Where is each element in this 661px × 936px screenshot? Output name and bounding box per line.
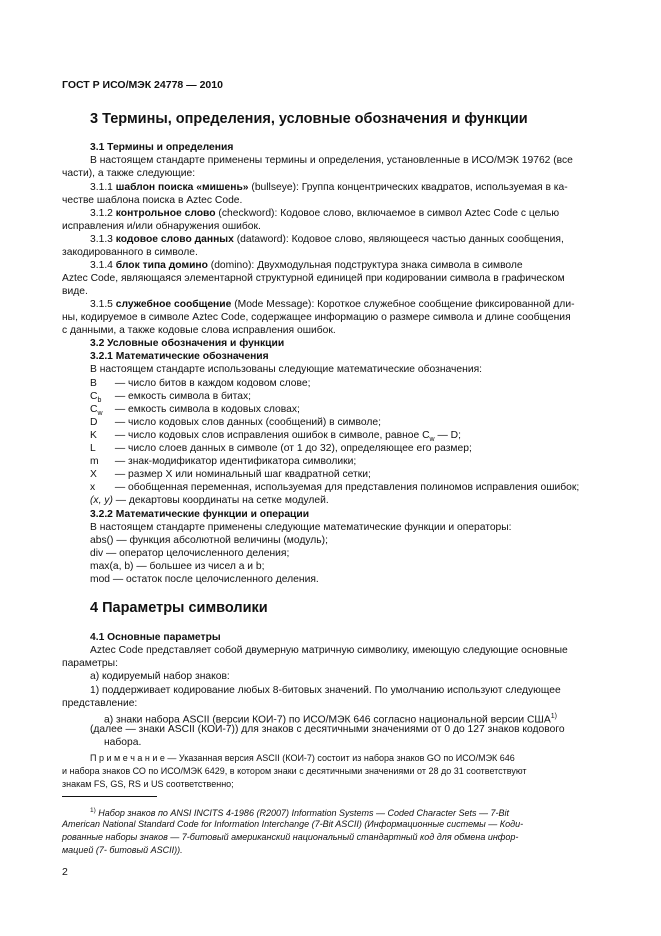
subsection-3-2-1-title: 3.2.1 Математические обозначения [90, 351, 269, 362]
term-line: виде. [62, 286, 88, 297]
page-number: 2 [62, 866, 68, 878]
symbol-row: B — число битов в каждом кодовом слове; [90, 378, 311, 389]
document-header: ГОСТ Р ИСО/МЭК 24778 — 2010 [62, 79, 223, 91]
term-line: с данными, а также кодовые слова исправления ошибок. [62, 325, 336, 336]
symbol-row: X — размер X или номинальный шаг квадратной сетки; [90, 469, 371, 480]
list-item-line: представление: [62, 698, 138, 709]
term-3-1-4: 3.1.4 блок типа домино (domino): Двухмодульная подструктура знака символа в символе [90, 260, 523, 271]
term-name: блок типа домино [115, 260, 208, 271]
symbol-row: m — знак-модификатор идентификатора символики; [90, 456, 357, 467]
note-line: и набора знаков СО по ИСО/МЭК 6429, в котором знаки с десятичными значениями от 28 до 31 соответствуют [62, 766, 527, 776]
symbol-row: K — число кодовых слов исправления ошибок в символе, равное $C_w$ — D; [90, 430, 461, 444]
symbol-row: D — число кодовых слов данных (сообщений) в символе; [90, 417, 381, 428]
footnote-line: $^{1)}$ Набор знаков по ANSI INCITS 4-1986 (R2007) Information Systems — Coded Character Sets — 7-Bit [90, 807, 510, 818]
symbol-row: $C_w$ — емкость символа в кодовых словах; [90, 404, 300, 418]
function-row: div — оператор целочисленного деления; [90, 548, 290, 559]
term-name: контрольное слово [115, 208, 216, 219]
symbol-row: (x, y) — декартовы координаты на сетке модулей. [90, 495, 329, 506]
symbol-row: $C_b$ — емкость символа в битах; [90, 391, 252, 405]
list-item-a: а) кодируемый набор знаков: [90, 671, 230, 682]
paragraph-line: Aztec Code представляет собой двумерную матричную символику, имеющую следующие основные [90, 645, 568, 656]
symbol-row: x — обобщенная переменная, используемая для представления полиномов исправления ошибок; [90, 482, 580, 493]
subsection-3-2-2-title: 3.2.2 Математические функции и операции [90, 509, 310, 520]
list-item-line: набора. [104, 737, 142, 748]
functions-intro: В настоящем стандарте применены следующие математические функции и операторы: [90, 522, 512, 533]
intro-line: части), а также следующие: [62, 168, 196, 179]
term-3-1-5: 3.1.5 служебное сообщение (Mode Message): Короткое служебное сообщение фиксированной дли- [90, 299, 575, 310]
function-row: max(a, b) — большее из чисел a и b; [90, 561, 265, 572]
term-3-1-3: 3.1.3 кодовое слово данных (dataword): Кодовое слово, являющееся частью данных сообщения, [90, 234, 564, 245]
term-name: служебное сообщение [115, 299, 232, 310]
term-3-1-1: 3.1.1 шаблон поиска «мишень» (bullseye): Группа концентрических квадратов, используемая в ка- [90, 182, 568, 193]
symbol-row: L — число слоев данных в символе (от 1 до 32), определяющее его размер; [90, 443, 472, 454]
subsection-3-2-title: 3.2 Условные обозначения и функции [90, 338, 285, 349]
intro-line: В настоящем стандарте применены термины и определения, установленные в ИСО/МЭК 19762 (все [90, 155, 573, 166]
footnote-divider [62, 796, 157, 797]
section-4-title: 4 Параметры символики [90, 600, 268, 616]
subsection-4-1-title: 4.1 Основные параметры [90, 632, 221, 643]
function-row: mod — остаток после целочисленного деления. [90, 574, 319, 585]
term-line: Aztec Code, являющаяся элементарной структурной единицей при кодировании символа в графическом [62, 273, 565, 284]
function-row: abs() — функция абсолютной величины (модуль); [90, 535, 328, 546]
term-line: исправления и/или обнаружения ошибок. [62, 221, 261, 232]
symbols-intro: В настоящем стандарте использованы следующие математические обозначения: [90, 364, 483, 375]
list-item-a-sub: а) знаки набора ASCII (версии КОИ-7) по ИСО/МЭК 646 согласно национальной версии США$^{1)}$ [104, 713, 557, 726]
note-line: знакам FS, GS, RS и US соответственно; [62, 779, 234, 789]
term-name: шаблон поиска «мишень» [115, 182, 249, 193]
footnote-line: рованные наборы знаков — 7-битовый американский национальный стандартный код для обмена инфор- [62, 832, 519, 842]
term-line: ны, кодируемое в символе Aztec Code, содержащее информацию о размере символа и длине сообщения [62, 312, 571, 323]
paragraph-line: параметры: [62, 658, 118, 669]
subsection-3-1-title: 3.1 Термины и определения [90, 142, 234, 153]
list-item-line: (далее — знаки ASCII (КОИ-7)) для знаков с десятичными значениями от 0 до 127 знаков кодового [90, 724, 565, 735]
term-3-1-2: 3.1.2 контрольное слово (checkword): Кодовое слово, включаемое в символ Aztec Code с целью [90, 208, 560, 219]
note-label: П р и м е ч а н и е [90, 753, 165, 763]
footnote-line: мацией (7- битовый ASCII)). [62, 845, 183, 855]
list-item-1: 1) поддерживает кодирование любых 8-битовых значений. По умолчанию используют следующее [90, 685, 561, 696]
section-3-title: 3 Термины, определения, условные обозначения и функции [90, 111, 528, 127]
term-line: честве шаблона поиска в Aztec Code. [62, 195, 243, 206]
term-name: кодовое слово данных [115, 234, 234, 245]
term-line: закодированного в символе. [62, 247, 198, 258]
footnote-line: American National Standard Code for Information Interchange (7-Bit ASCII) (Информационные системы — Коди- [62, 819, 524, 829]
note-line: П р и м е ч а н и е — Указанная версия ASCII (КОИ-7) состоит из набора знаков GO по ИСО/МЭК 646 [90, 753, 515, 763]
